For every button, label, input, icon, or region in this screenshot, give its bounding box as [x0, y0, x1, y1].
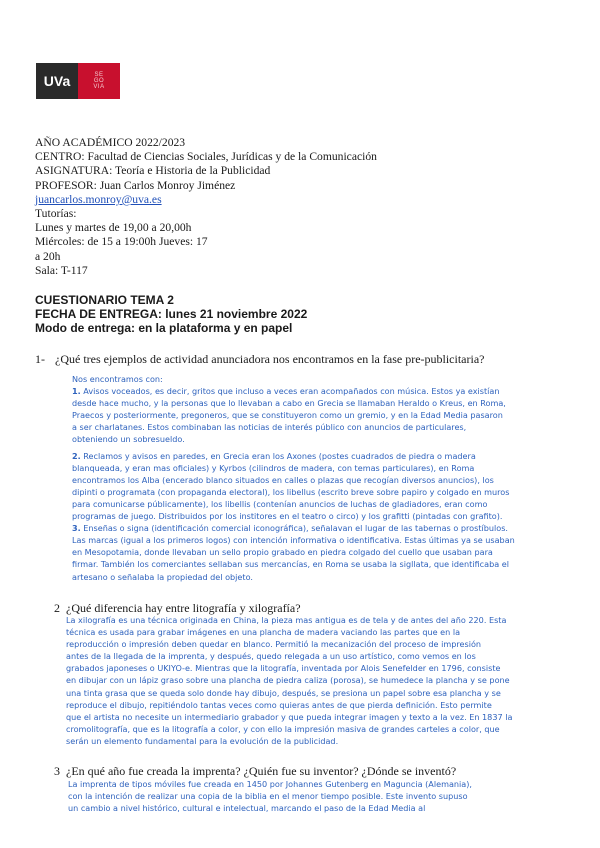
answer-line: que el artista no necesite un intermediario grabador y que pueda integrar imagen y texto a la vez. En 1837 la	[66, 711, 513, 722]
answer-line: en dibujar con un lápiz graso sobre una plancha de piedra caliza (porosa), se humedece la plancha y se pone	[66, 675, 510, 686]
item-number: 2.	[72, 450, 81, 461]
tutorias-hours-2: Miércoles: de 15 a 19:00h Jueves: 17	[35, 235, 208, 249]
answer-line: 3. Enseñas o signa (identificación comercial iconográfica), señalavan el lugar de las tabernas o prostíbulos.	[72, 523, 508, 534]
answer-line: 1. Avisos voceados, es decir, gritos que incluso a veces eran acompañados con música. Estos ya existían	[72, 386, 500, 397]
question-number: 1-	[35, 352, 45, 366]
question-number: 3	[54, 764, 60, 778]
subject: ASIGNATURA: Teoría e Historia de la Publicidad	[35, 164, 271, 178]
answer-intro: Nos encontramos con:	[72, 374, 163, 384]
answer-line: obteniendo un sobresueldo.	[72, 434, 185, 445]
logo-segovia-block	[78, 63, 120, 99]
answer-line: La xilografía es una técnica originada en China, la pieza mas antigua es de tela y de antes del año 220. Esta	[66, 615, 507, 625]
professor: PROFESOR: Juan Carlos Monroy Jiménez	[35, 178, 236, 192]
room: Sala: T-117	[35, 263, 88, 277]
answer-2	[66, 614, 596, 747]
question-1	[35, 352, 485, 366]
question-2	[54, 601, 301, 615]
questionnaire-title: CUESTIONARIO TEMA 2	[35, 293, 174, 307]
question-number: 2	[54, 601, 60, 615]
academic-year: AÑO ACADÉMICO 2022/2023	[35, 136, 186, 149]
answer-line: grabados japoneses o UKIYO-e. Mientras que la litografía, inventada por Alois Senefelder en 1796, consiste	[66, 663, 501, 674]
answer-line: desde hace mucho, y la personas que lo llevaban a cabo en Grecia se llamaban Heraldo o Kreus, en Roma,	[72, 398, 506, 409]
question-3	[54, 764, 456, 778]
logo-text-line: GO	[93, 78, 105, 84]
answer-line: a ser charlatanes. Estos combinaban las noticias de interés público con anuncios de particulares,	[72, 422, 467, 433]
item-number: 3.	[72, 523, 81, 534]
answer-line: firmar. También los comerciantes sellaban sus mercancías, en Roma se usaba la sigllata, que identificaba el	[72, 559, 509, 570]
logo-uva-block: UVa	[36, 63, 78, 99]
answer-line: blanqueada, y eran mas oficiales) y Kyrbos (cilindros de madera, con temas particulares), en Roma	[72, 462, 475, 473]
logo-text-line: SE	[94, 72, 104, 78]
answer-line: un cambio a nivel histórico, cultural e intelectual, marcando el paso de la Edad Media al	[68, 803, 426, 814]
delivery-mode: Modo de entrega: en la plataforma y en papel	[35, 321, 293, 336]
question-text: ¿Qué tres ejemplos de actividad anunciadora nos encontramos en la fase pre-publicitaria?	[55, 352, 485, 366]
answer-line: 2. Reclamos y avisos en paredes, en Grecia eran los Axones (postes cuadrados de piedra o madera	[72, 450, 476, 461]
tutorias-label: Tutorías:	[35, 207, 77, 221]
question-text: ¿Qué diferencia hay entre litografía y xilografía?	[66, 601, 301, 615]
answer-line: antes de la llegada de la imprenta, y después, quedo relegada a un uso artístico, como vemos en los	[66, 651, 476, 662]
answer-line: dipinti o programata (con propaganda electoral), los libellus (escrito breve sobre papiro y colgado en muros	[72, 486, 510, 497]
answer-line: artesano o señalaba la propiedad del objeto.	[72, 571, 253, 582]
answer-1	[72, 373, 592, 583]
course-info	[35, 136, 415, 278]
answer-line: para comunicarse públicamente), los libellis (contenían anuncios de luchas de gladiadores, eran como	[72, 498, 488, 509]
answer-line: Las marcas (igual a los primeros logos) con intención informativa o identificativa. Estas últimas ya se usaban	[72, 535, 515, 546]
item-number: 1.	[72, 386, 81, 397]
answer-line: serán un elemento fundamental para la evolución de la publicidad.	[66, 735, 339, 746]
answer-line: encontramos los Alba (encerado blanco situados en calles o plazas que recogían diversos anuncios), los	[72, 474, 494, 485]
answer-line: en Mesopotamia, donde llevaban un sello propio grabado en piedra colgado del cuello que usaban para	[72, 547, 493, 558]
answer-3	[68, 778, 588, 814]
tutorias-hours-1: Lunes y martes de 19,00 a 20,00h	[35, 221, 192, 235]
questionnaire-heading	[35, 293, 307, 336]
answer-line: una tinta grasa que se queda solo donde hay dibujo, después, se presiona un papel sobre esa plancha y se	[66, 687, 501, 698]
answer-line: La imprenta de tipos móviles fue creada en 1450 por Johannes Gutenberg en Maguncia (Alemania),	[68, 779, 472, 789]
question-text: ¿En qué año fue creada la imprenta? ¿Quién fue su inventor? ¿Dónde se inventó?	[66, 764, 457, 778]
answer-line: cromolitografía, que es la litografía a color, y con ello la impresión masiva de grandes carteles a color, que	[66, 723, 500, 734]
answer-line: Praecos y posteriormente, pregoneros, que se constituyeron como un gremio, y en la Edad Media pasaron	[72, 410, 503, 421]
answer-line: reproduce el dibujo, repitiéndolo tantas veces como quieras antes de que pierda definición. Esto permite	[66, 699, 492, 710]
answer-line: programas de juego. Distribuidos por los institores en el teatro o circo) y los grafitti (pintadas con grafito).	[72, 511, 503, 522]
uva-logo	[36, 63, 120, 99]
answer-line: con la intención de realizar una copia de la biblia en el menor tiempo posible. Este invento supuso	[68, 791, 468, 802]
tutorias-hours-3: a 20h	[35, 249, 61, 263]
due-date: FECHA DE ENTREGA: lunes 21 noviembre 2022	[35, 307, 308, 322]
logo-text-line: VIA	[93, 84, 105, 90]
answer-line: técnica es usada para grabar imágenes en una plancha de madera vaciando las partes que en la	[66, 627, 461, 638]
center: CENTRO: Facultad de Ciencias Sociales, Jurídicas y de la Comunicación	[35, 150, 377, 164]
email-link[interactable]: juancarlos.monroy@uva.es	[35, 192, 162, 206]
answer-line: reproducción o impresión deben quedar en blanco. Permitió la mecanización del proceso de impresión	[66, 639, 482, 650]
